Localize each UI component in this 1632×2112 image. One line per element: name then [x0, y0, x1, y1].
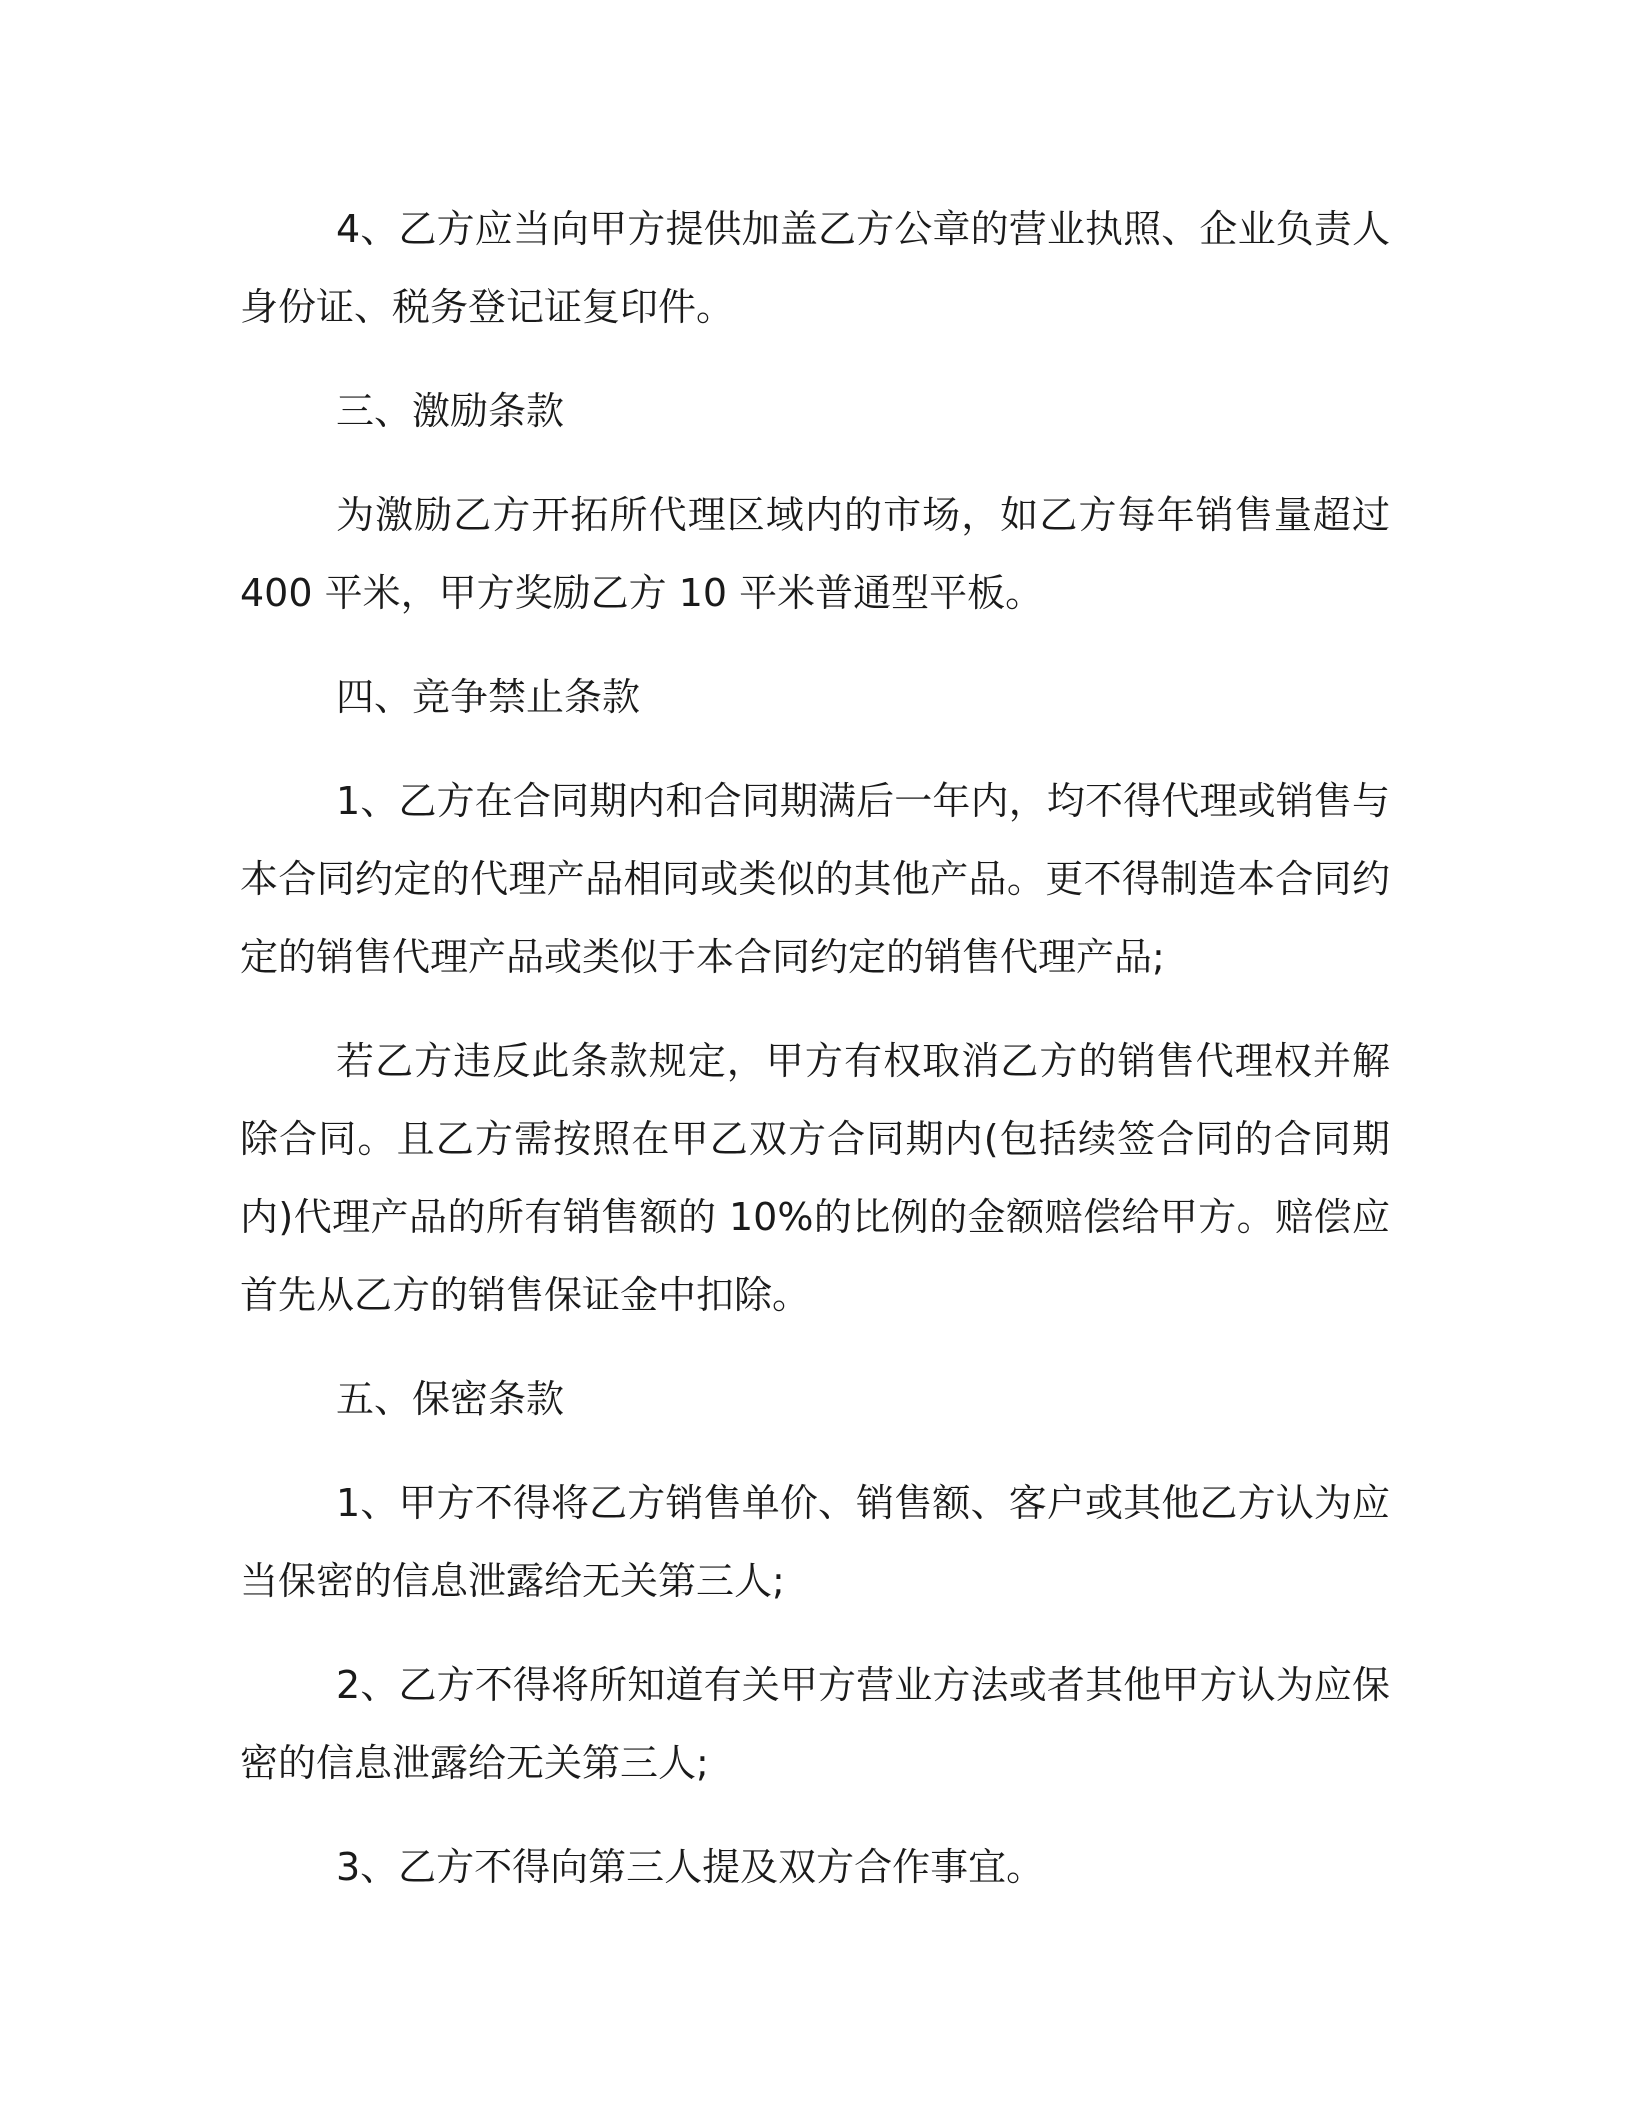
- confidentiality-item-2: 2、乙方不得将所知道有关甲方营业方法或者其他甲方认为应保密的信息泄露给无关第三人;: [240, 1663, 1390, 1785]
- confidentiality-item-1: 1、甲方不得将乙方销售单价、销售额、客户或其他乙方认为应当保密的信息泄露给无关第三人;: [240, 1481, 1390, 1603]
- clause-2-item-4: 4、乙方应当向甲方提供加盖乙方公章的营业执照、企业负责人身份证、税务登记证复印件。: [240, 207, 1390, 329]
- confidentiality-item-3: 3、乙方不得向第三人提及双方合作事宜。: [336, 1845, 1045, 1889]
- non-compete-item-1: 1、乙方在合同期内和合同期满后一年内，均不得代理或销售与本合同约定的代理产品相同或类似的其他产品。更不得制造本合同约定的销售代理产品或类似于本合同约定的销售代理产品;: [240, 779, 1390, 979]
- incentive-paragraph: 为激励乙方开拓所代理区域内的市场，如乙方每年销售量超过 400 平米，甲方奖励乙方 10 平米普通型平板。: [240, 493, 1390, 615]
- section-heading-non-compete: 四、竞争禁止条款: [336, 675, 641, 719]
- section-heading-incentive: 三、激励条款: [336, 389, 565, 433]
- non-compete-penalty: 若乙方违反此条款规定，甲方有权取消乙方的销售代理权并解除合同。且乙方需按照在甲乙双方合同期内(包括续签合同的合同期内)代理产品的所有销售额的 10%的比例的金额赔偿给甲方。赔偿应首先从乙方的销售保证金中扣除。: [240, 1039, 1390, 1317]
- section-heading-confidentiality: 五、保密条款: [336, 1377, 565, 1421]
- document-body: [240, 190, 1390, 1932]
